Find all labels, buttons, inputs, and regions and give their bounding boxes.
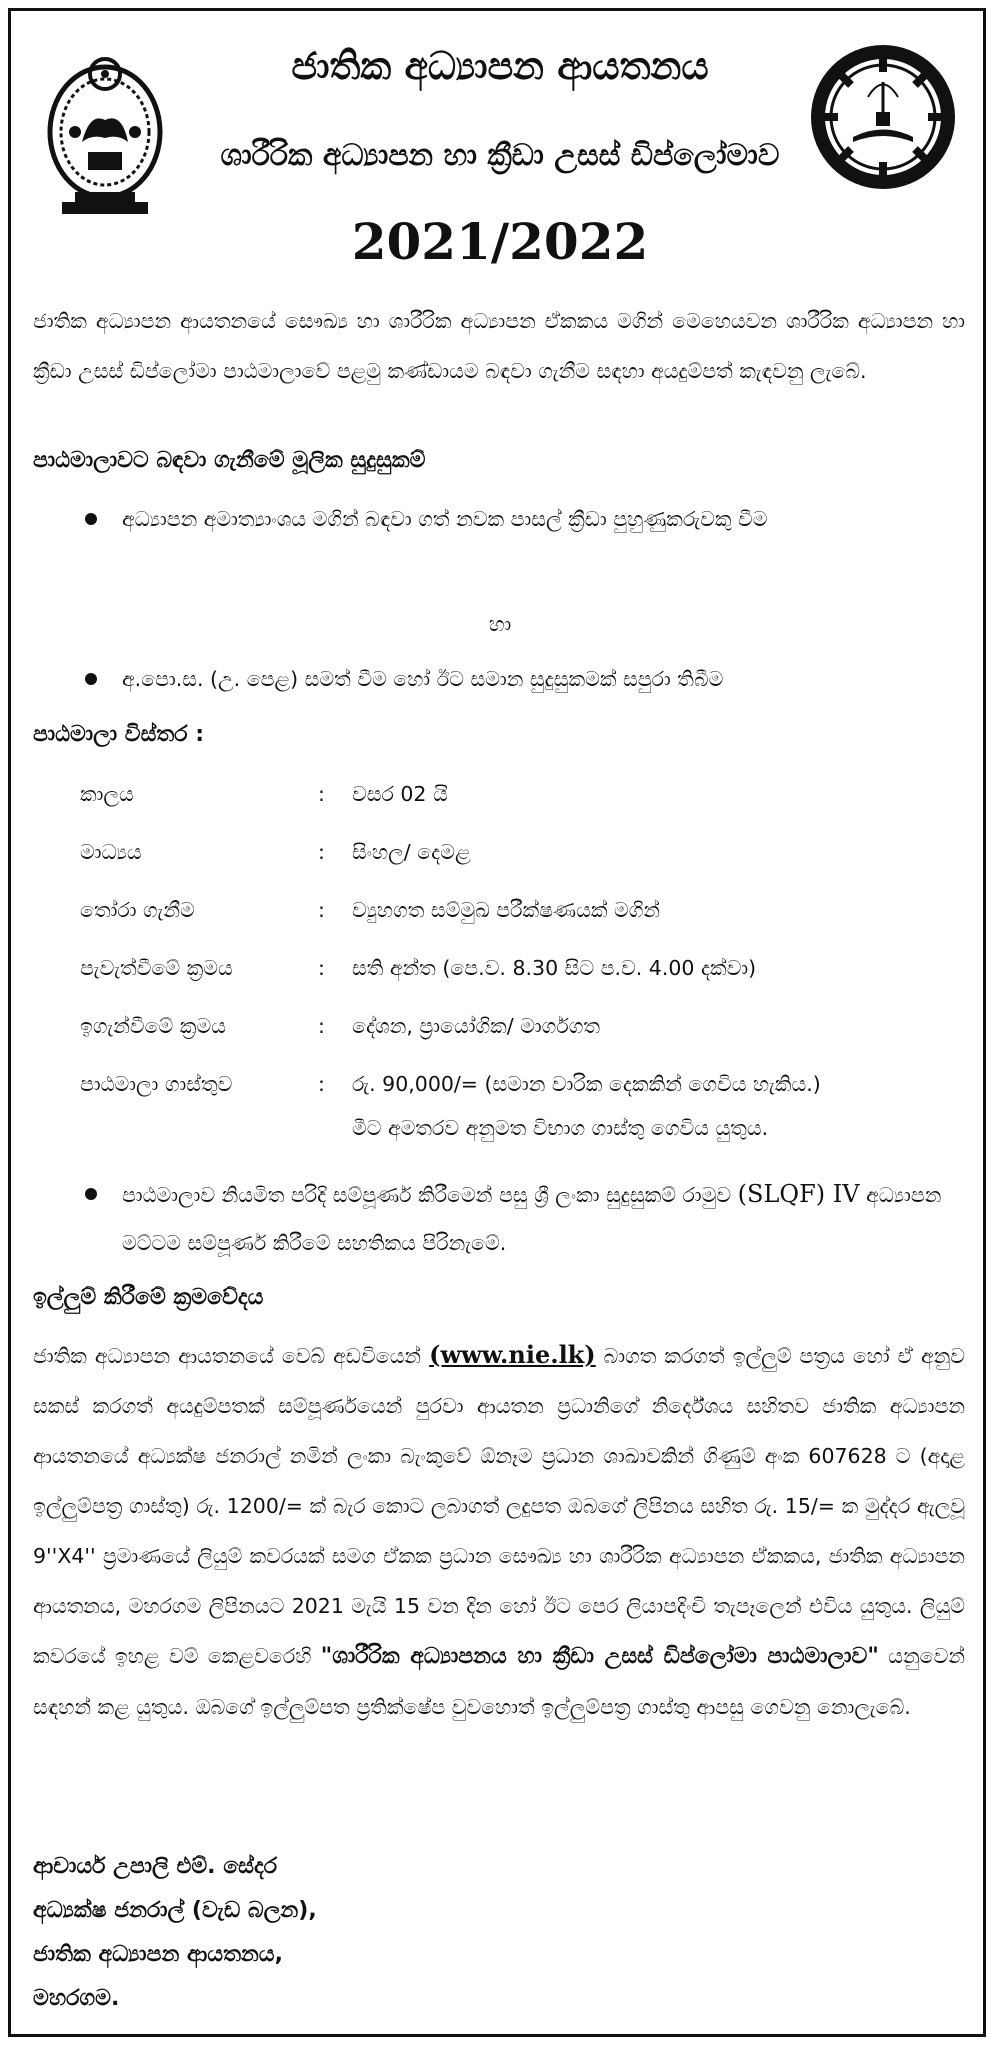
signatory-place: මහරගම. — [33, 1986, 120, 2011]
detail-label-duration: කාලය — [80, 782, 134, 806]
detail-label-selection: තෝරා ගැනීම — [80, 898, 195, 922]
certificate-post: අධ්‍යාපන මට්ටම සම්පූර්ණ කිරීමේ සහතිකය පිරිනැමේ. — [122, 1183, 942, 1255]
signatory-title: අධ්‍යක්ෂ ජනරාල් (වැඩ බලන), — [33, 1898, 317, 1923]
qualification-item-2: අ.පො.ස. (උ. පෙළ) සමත් වීම හෝ ඊට සමාන සුදුසුකමක් සපුරා තිබීම — [122, 667, 724, 691]
detail-colon: : — [318, 956, 325, 980]
application-heading: ඉල්ලුම් කිරීමේ ක්‍රමවේදය — [33, 1285, 264, 1310]
nie-website-link[interactable]: (www.nie.lk) — [429, 1340, 596, 1369]
intro-paragraph: ජාතික අධ්‍යාපන ආයතනයේ සෞඛ්‍ය හා ශාරීරික අධ්‍යාපන ඒකකය මගින් මෙහෙයවන ශාරීරික අධ්‍යාපන හා ක්‍රීඩා උසස් ඩිප්ලෝමා පාඨමාලාවේ පළමු කණ්ඩායම බඳවා ගැනීම සඳහා අයදුම්පත් කැඳවනු ලැබේ. — [33, 309, 965, 383]
detail-colon: : — [318, 898, 325, 922]
course-title: ශාරීරික අධ්‍යාපන හා ක්‍රීඩා උසස් ඩිප්ලෝමාව — [220, 138, 780, 173]
institute-title: ජාතික අධ්‍යාපන ආයතනය — [291, 44, 709, 88]
detail-value-medium: සිංහල/ දෙමළ — [352, 840, 471, 864]
bullet-icon — [85, 513, 97, 525]
detail-label-schedule: පැවැත්වීමේ ක්‍රමය — [80, 956, 233, 980]
detail-value-teaching: දේශන, ප්‍රායෝගික/ මාර්ගගත — [352, 1014, 601, 1038]
qualifications-heading: පාඨමාලාවට බඳවා ගැනීමේ මූලික සුදුසුකම් — [33, 448, 426, 473]
certificate-slqf: (SLQF) IV — [737, 1180, 860, 1208]
detail-value-selection: ව්‍යුහගත සම්මුඛ පරීක්ෂණයක් මගින් — [352, 898, 661, 922]
detail-value-fee: රු. 90,000/= (සමාන වාරික දෙකකින් ගෙවිය හැකිය.) — [352, 1072, 821, 1096]
course-year: 2021/2022 — [351, 212, 649, 271]
detail-colon: : — [318, 782, 325, 806]
envelope-marking: "ශාරීරික අධ්‍යාපනය හා ක්‍රීඩා උසස් ඩිප්ලෝමා පාඨමාලාව" — [320, 1644, 879, 1669]
application-text-1: ජාතික අධ්‍යාපන ආයතනයේ වෙබ් අඩවියෙන් — [33, 1344, 422, 1368]
signatory-name: ආචාර්ය උපාලි එම්. සේදර — [33, 1854, 278, 1879]
details-heading: පාඨමාලා විස්තර : — [33, 722, 205, 747]
application-text-3: යනුවෙන් සඳහන් කළ යුතුය. ඔබගේ ඉල්ලුම්පත ප්‍රතික්ෂේප වුවහොත් ඉල්ලුම්පත්‍ර ගාස්තු ආපසු ගෙවනු නොලැබේ. — [33, 1644, 965, 1719]
detail-label-medium: මාධ්‍යය — [80, 840, 142, 864]
bullet-icon — [85, 673, 97, 685]
application-text-2: බාගත කරගත් ඉල්ලුම් පත්‍රය හෝ ඒ අනුව සකස් කරගත් අයදුම්පතක් සම්පූර්ණයෙන් පුරවා ආයතන ප්‍රධානිගේ නිර්දේශය සහිතව ජාතික අධ්‍යාපන ආයතනයේ අධ්‍යක්ෂ ජනරාල් නමින් ලංකා බැංකුවේ ඕනෑම ප්‍රධාන ශාඛාවකින් ගිණුම් අංක 607628 ට (අදාළ ඉල්ලුම්පත්‍ර ගාස්තු) රු. 1200/= ක් බැර කොට ලබාගත් ලදුපත ඔබගේ ලිපිනය සහිත රු. 15/= ක මුද්දර ඇලවූ 9''X4'' ප්‍රමාණයේ ලියුම් කවරයක් සමග ඒකක ප්‍රධාන සෞඛ්‍ය හා ශාරීරික අධ්‍යාපන ඒකකය, ජාතික අධ්‍යාපන ආයතනය, මහරගම ලිපිනයට 2021 මැයි 15 වන දින හෝ ඊට පෙර ලියාපදිංචි තැපෑලෙන් එවිය යුතුය. ලියුම් කවරයේ ඉහළ වම් කෙළවරෙහි — [33, 1344, 965, 1668]
detail-value-duration: වසර 02 යි — [352, 782, 448, 806]
detail-colon: : — [318, 1072, 325, 1096]
bullet-icon — [85, 1188, 97, 1200]
detail-value-fee-note: මීට අමතරව අනුමත විභාග ගාස්තු ගෙවිය යුතුය. — [352, 1116, 769, 1140]
detail-value-schedule: සති අන්ත (පෙ.ව. 8.30 සිට ප.ව. 4.00 දක්වා) — [352, 956, 757, 980]
certificate-text — [122, 1170, 962, 1267]
detail-colon: : — [318, 840, 325, 864]
qualification-connector: හා — [488, 612, 512, 636]
certificate-pre: පාඨමාලාව නියමිත පරිදි සම්පූර්ණ කිරීමෙන් පසු ශ්‍රී ලංකා සුදුසුකම් රාමුව — [122, 1183, 732, 1207]
detail-colon: : — [318, 1014, 325, 1038]
signatory-org: ජාතික අධ්‍යාපන ආයතනය, — [33, 1942, 283, 1967]
qualification-item-1: අධ්‍යාපන අමාත්‍යාංශය මගින් බඳවා ගත් නවක පාසල් ක්‍රීඩා පුහුණුකරුවකු වීම — [122, 507, 768, 531]
detail-label-teaching: ඉගැන්වීමේ ක්‍රමය — [80, 1014, 226, 1038]
application-paragraph — [33, 1330, 965, 1732]
detail-label-fee: පාඨමාලා ගාස්තුව — [80, 1072, 233, 1096]
